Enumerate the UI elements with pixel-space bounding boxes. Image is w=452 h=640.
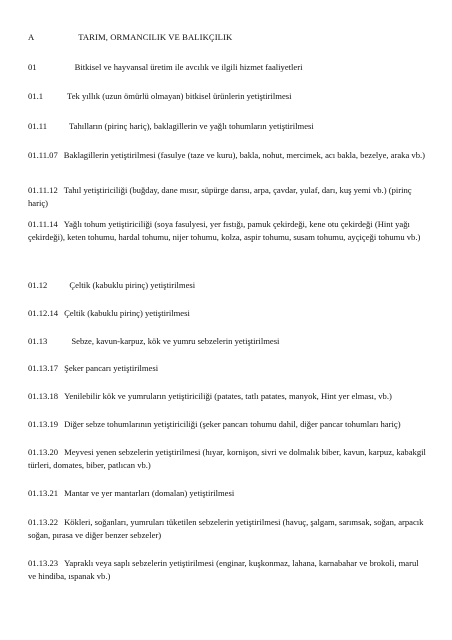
entry-text: Tek yıllık (uzun ömürlü olmayan) bitkisel ürünlerin yetiştirilmesi	[67, 91, 292, 101]
activity-entry	[28, 218, 428, 244]
group-entry	[28, 90, 428, 103]
entry-text: Tahıl yetiştiriciliği (buğday, dane mısır, süpürge darısı, arpa, çavdar, yulaf, darı, kuş yemi vb.) (pirinç hariç)	[28, 185, 412, 208]
entry-text: Çeltik (kabuklu pirinç) yetiştirilmesi	[64, 308, 190, 318]
section-code: A	[28, 32, 35, 42]
activity-entry	[28, 362, 428, 375]
entry-text: Yenilebilir kök ve yumruların yetiştiriciliği (patates, tatlı patates, manyok, Hint yer elması, vb.)	[64, 391, 392, 401]
entry-code: 01.11.14	[28, 219, 58, 229]
entry-text: Meyvesi yenen sebzelerin yetiştirilmesi (hıyar, kornişon, sivri ve dolmalık biber, kavun, karpuz, kabakgil türleri, domates, biber, patlıcan vb.)	[28, 447, 426, 470]
entry-code: 01.13.23	[28, 558, 59, 568]
entry-text: Çeltik (kabuklu pirinç) yetiştirilmesi	[69, 280, 196, 290]
entry-code: 01.13.22	[28, 517, 59, 527]
section-entry	[28, 31, 428, 44]
class-entry	[28, 335, 428, 348]
activity-entry	[28, 516, 428, 542]
entry-code: 01.13.20	[28, 447, 59, 457]
class-entry	[28, 120, 428, 133]
activity-entry	[28, 390, 428, 403]
entry-code: 01.13.21	[28, 488, 59, 498]
entry-code: 01.12	[28, 280, 48, 290]
entry-text: Baklagillerin yetiştirilmesi (fasulye (taze ve kuru), bakla, nohut, mercimek, acı bakla, bezelye, araka vb.)	[63, 150, 426, 160]
class-entry	[28, 279, 428, 292]
entry-text: Mantar ve yer mantarları (domalan) yetiştirilmesi	[64, 488, 235, 498]
activity-entry	[28, 557, 428, 583]
activity-entry	[28, 184, 428, 210]
entry-text: Yağlı tohum yetiştiriciliği (soya fasulyesi, yer fıstığı, pamuk çekirdeği, kene otu çekirdeği (Hint yağı çekirdeği), keten tohumu, hardal tohumu, nijer tohumu, kolza, aspir tohumu, susam tohumu, ayçiçeği tohumu vb.)	[28, 219, 421, 242]
entry-code: 01.11	[28, 121, 48, 131]
entry-code: 01.12.14	[28, 308, 59, 318]
activity-entry	[28, 487, 428, 500]
entry-code: 01.1	[28, 91, 44, 101]
activity-entry	[28, 418, 428, 431]
entry-text: Tahılların (pirinç hariç), baklagillerin ve yağlı tohumların yetiştirilmesi	[69, 121, 314, 131]
activity-entry	[28, 446, 428, 472]
entry-text: Bitkisel ve hayvansal üretim ile avcılık ve ilgili hizmet faaliyetleri	[74, 62, 303, 72]
activity-entry	[28, 149, 428, 162]
entry-text: Diğer sebze tohumlarının yetiştiriciliği (şeker pancarı tohumu dahil, diğer pancar tohumları hariç)	[64, 419, 401, 429]
entry-code: 01	[28, 62, 37, 72]
entry-code: 01.13	[28, 336, 48, 346]
activity-entry	[28, 307, 428, 320]
entry-text: Şeker pancarı yetiştirilmesi	[64, 363, 159, 373]
entry-code: 01.13.19	[28, 419, 59, 429]
entry-code: 01.13.17	[28, 363, 59, 373]
entry-code: 01.13.18	[28, 391, 59, 401]
entry-text: Yapraklı veya saplı sebzelerin yetiştirilmesi (enginar, kuşkonmaz, lahana, karnabahar ve brokoli, marul ve hindiba, ıspanak vb.)	[28, 558, 419, 581]
entry-text: Sebze, kavun-karpuz, kök ve yumru sebzelerin yetiştirilmesi	[71, 336, 280, 346]
entry-text: Kökleri, soğanları, yumruları tüketilen sebzelerin yetiştirilmesi (havuç, şalgam, sarımsak, soğan, arpacık soğan, pırasa ve diğer benzer sebzeler)	[28, 517, 424, 540]
entry-code: 01.11.07	[28, 150, 58, 160]
entry-code: 01.11.12	[28, 185, 58, 195]
section-title: TARIM, ORMANCILIK VE BALIKÇILIK	[78, 32, 233, 42]
division-entry	[28, 61, 428, 74]
